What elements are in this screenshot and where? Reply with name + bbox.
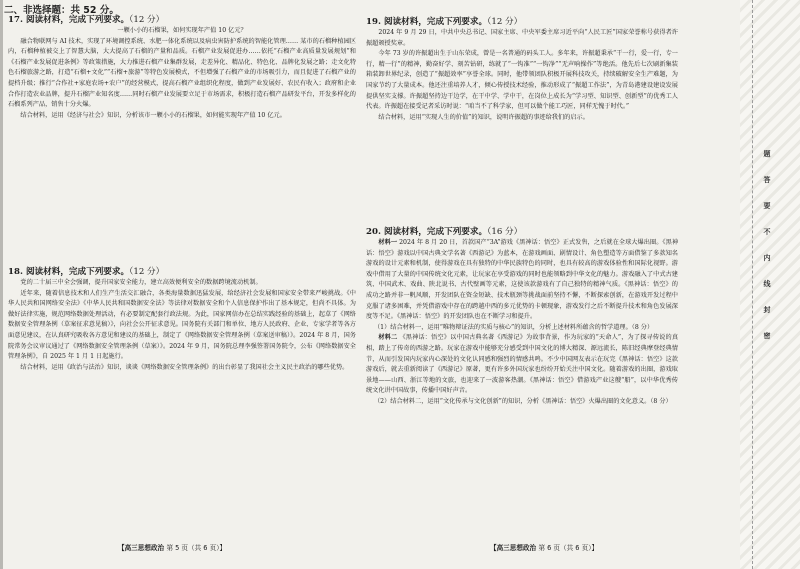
- question-20-title: [366, 226, 678, 238]
- footer-right-page: 第 6 页（共 6 页）】: [538, 544, 599, 552]
- q19-paragraph-2: 今年 73 岁的许振超出生于山东荣成，曾是一名普通的码头工人。多年来，许振超秉承“干一行，爱一行，专一行，精一行”的精神，勤奋好学、刻苦钻研，练就了“一钩准”“一钩净”“无声响操作”等绝活。他先后七次刷新集装箱装卸世界纪录，创造了“振超效率”享誉全球。同时，他带领团队积极开展科技攻关，持续破解安全生产难题，为国家节约了大量成本。他还注重培养人才，倾心传授技术经验，推动形成了“振超工作法”，为青岛港建设建设发展提供坚实支撑。许振超坚持边干边学，在干中学、学中干，在岗位上成长为“学习型、知识型、创新型”的优秀工人代表。许振超在接受记者采访时说：“咱当不了科学家，但可以做个能工巧匠，同样无愧于时代。”: [366, 50, 678, 111]
- q18-score: （12 分）: [129, 267, 165, 277]
- question-19: [366, 16, 678, 123]
- q18-title-text: 18. 阅读材料，完成下列要求。: [8, 267, 130, 277]
- q17-task: 结合材料，运用《经济与社会》知识，分析该市一颗小小的石榴果，如何能实现年产值 10 亿元。: [20, 111, 286, 119]
- section-header: 二、非选择题：共 52 分。: [4, 5, 119, 16]
- q19-score: （12 分）: [487, 17, 523, 27]
- q17-score: （12 分）: [129, 15, 165, 25]
- q17-material: 融合物联网与 AI 技术，实现了环境调控系统、水肥一体化系统以及病虫害防护系统的智能化管理…… 某市的石榴种植园区内，石榴种植被交上了智慧大脑，大大提高了石榴的产量和品质。石榴产业发展促进办……依托“石榴产业高质量发展规划”和《石榴产业发展促进条例》等政策措施，大力推进石榴产业集群发展，走差异化、精品化、特色化、品牌化发展之路；走文化特色石榴旅游之路，打造“石榴+文化”“石榴+旅游”等特色发展模式，不但增强了石榴产业的市场吸引力，而且促进了石榴产业的提档升级；推行“合作社+家庭农场+农户”的经营模式，提高石榴产业组织化程度，做到产业发展好、农民有收入；政府和企业合作打造农业品牌，提升石榴产业知名度……同时石榴产业发展要立足于市场需求，积极打造石榴产品研发平台，开发多样化的石榴系列产品，销售十分火爆。: [8, 37, 356, 109]
- q20-material-1-text: 2024 年 8 月 20 日，首款国产“3A”游戏《黑神话：悟空》正式发售，之后就在全球大爆出圈。《黑神话：悟空》游戏以中国古典文学名著《西游记》为蓝本，在游戏画面、剧情设计、角色塑造等方面借鉴了多款知名游戏的设计元素和机制，使得游戏在具有独特的中华民族特色的同时，也具有较高的游戏体验性和国际化视野。游戏中借用了大量的中国传统文化元素，让玩家在享受游戏的同时也能领略到中华文化的魅力。游戏融入了中式古建筑、中国武术、戏曲、陕北说书、古代壁画等元素，这使该款游戏有了自己独特的精神气质。《黑神话：悟空》的成功之路并非一帆风顺，开发团队在资金短缺、技术瓶颈等挑战面前坚持不懈，不断探索创新，在游戏开发过程中克服了诸多困难，并凭借游戏中存在的跨越中西的多元优势的卡顿现象，游戏发行之后不断提升技术和角色发展深度等不足。《黑神话：悟空》的开发团队也在不断学习和提升。: [366, 239, 679, 321]
- q18-material: 近年来，随着信息技术和人们生产生活交汇融合，各类海量数据迅猛发展，给经济社会发展和国家安全带来严峻挑战。《中华人民共和国网络安全法》《中华人民共和国数据安全法》等法律对数据安全和个人信息保护作出了基本规定，但尚不具体。为做好法律实施，规范网络数据处理活动，有必要制定配套行政法规。为此，国家网信办在总结实践经验的基础上，起草了《网络数据安全管理条例（草案征求意见稿）》，向社会公开征求意见。国务院有关部门和单位、地方人民政府、企业、专家学者等各方面意见建议，在认真研究吸收各方意见和建议的基础上，制定了《网络数据安全管理条例（草案送审稿）》。2024 年 8 月，国务院常务会议审议通过了《网络数据安全管理条例（草案）》。2024 年 9 月，国务院总理李强签署国务院令，公布《网络数据安全管理条例》，自 2025 年 1 月 1 日起施行。: [8, 289, 356, 361]
- footer-right: [490, 542, 598, 552]
- binding-warning-text: 题 答 要 不 内 线 封 密: [763, 150, 772, 345]
- question-20: [366, 226, 678, 408]
- q20-material-1: [366, 238, 678, 323]
- binding-cut-line: [752, 0, 753, 569]
- q19-task: 结合材料，运用“实现人生的价值”的知识，说明许振超的事迹给我们的启示。: [378, 113, 589, 121]
- footer-left-page: 第 5 页（共 6 页）】: [166, 544, 227, 552]
- q19-title-text: 19. 阅读材料，完成下列要求。: [366, 17, 488, 27]
- q20-material-2: [366, 333, 678, 397]
- q19-paragraph-1: 2024 年 9 月 29 日，中共中央总书记、国家主席、中央军委主席习近平向“人民工匠”国家荣誉称号获得者许振超颁授奖章。: [366, 29, 678, 47]
- q18-intro: 党的二十届三中全会强调，提升国家安全能力，建立高效便利安全的数据跨境流动机制。: [20, 279, 262, 286]
- q18-task: 结合材料，运用《政治与法治》知识，谈谈《网络数据安全管理条例》的出台彰显了我国社会主义民主政治的哪些优势。: [20, 363, 349, 371]
- q20-task-2: （2）结合材料二，运用“文化传承与文化创新”的知识，分析《黑神话：悟空》火爆出圈的文化意义。（8 分）: [374, 397, 672, 405]
- question-19-title: [366, 16, 678, 28]
- q20-task-1: （1）结合材料一，运用“唯物辩证法的实质与核心”的知识，分析上述材料所蕴含的哲学道理。（8 分）: [374, 323, 654, 331]
- footer-right-subject: 【高三思想政治: [490, 544, 537, 552]
- q20-material-1-label: 材料一: [378, 239, 398, 246]
- q17-title-text: 17. 阅读材料，完成下列要求。: [8, 15, 130, 25]
- footer-left-subject: 【高三思想政治: [118, 544, 165, 552]
- q20-score: （16 分）: [487, 227, 523, 237]
- q20-title-text: 20. 阅读材料，完成下列要求。: [366, 227, 488, 237]
- q17-subtitle: 一颗小小的石榴果，如何实现年产值 10 亿元？: [117, 27, 247, 34]
- q20-material-2-label: 材料二: [378, 334, 398, 342]
- q20-material-2-text: 《黑神话：悟空》以中国古典名著《西游记》为故事背景，作为玩家的“天命人”，为了探寻传说的真相，踏上了传奇的西游之路。玩家在游戏中能够充分感受到中国文化的博大精深、源远流长，陈旧经典摩登经典情节，从而引发国内玩家内心深处的文化认同感和强烈的情感共鸣。不少中国网友表示在玩完《黑神话：悟空》这款游戏后，就去重新阅读了《西游记》原著，更有许多外国玩家也纷纷开始关注中国文化。随着游戏的出圈，游戏取景地——山西、浙江等地的文旅，也迎来了一波游客热潮。《黑神话：悟空》借游戏产业这艘“船”，以中华优秀传统文化讲中国故事，传播中国好声音。: [366, 334, 679, 395]
